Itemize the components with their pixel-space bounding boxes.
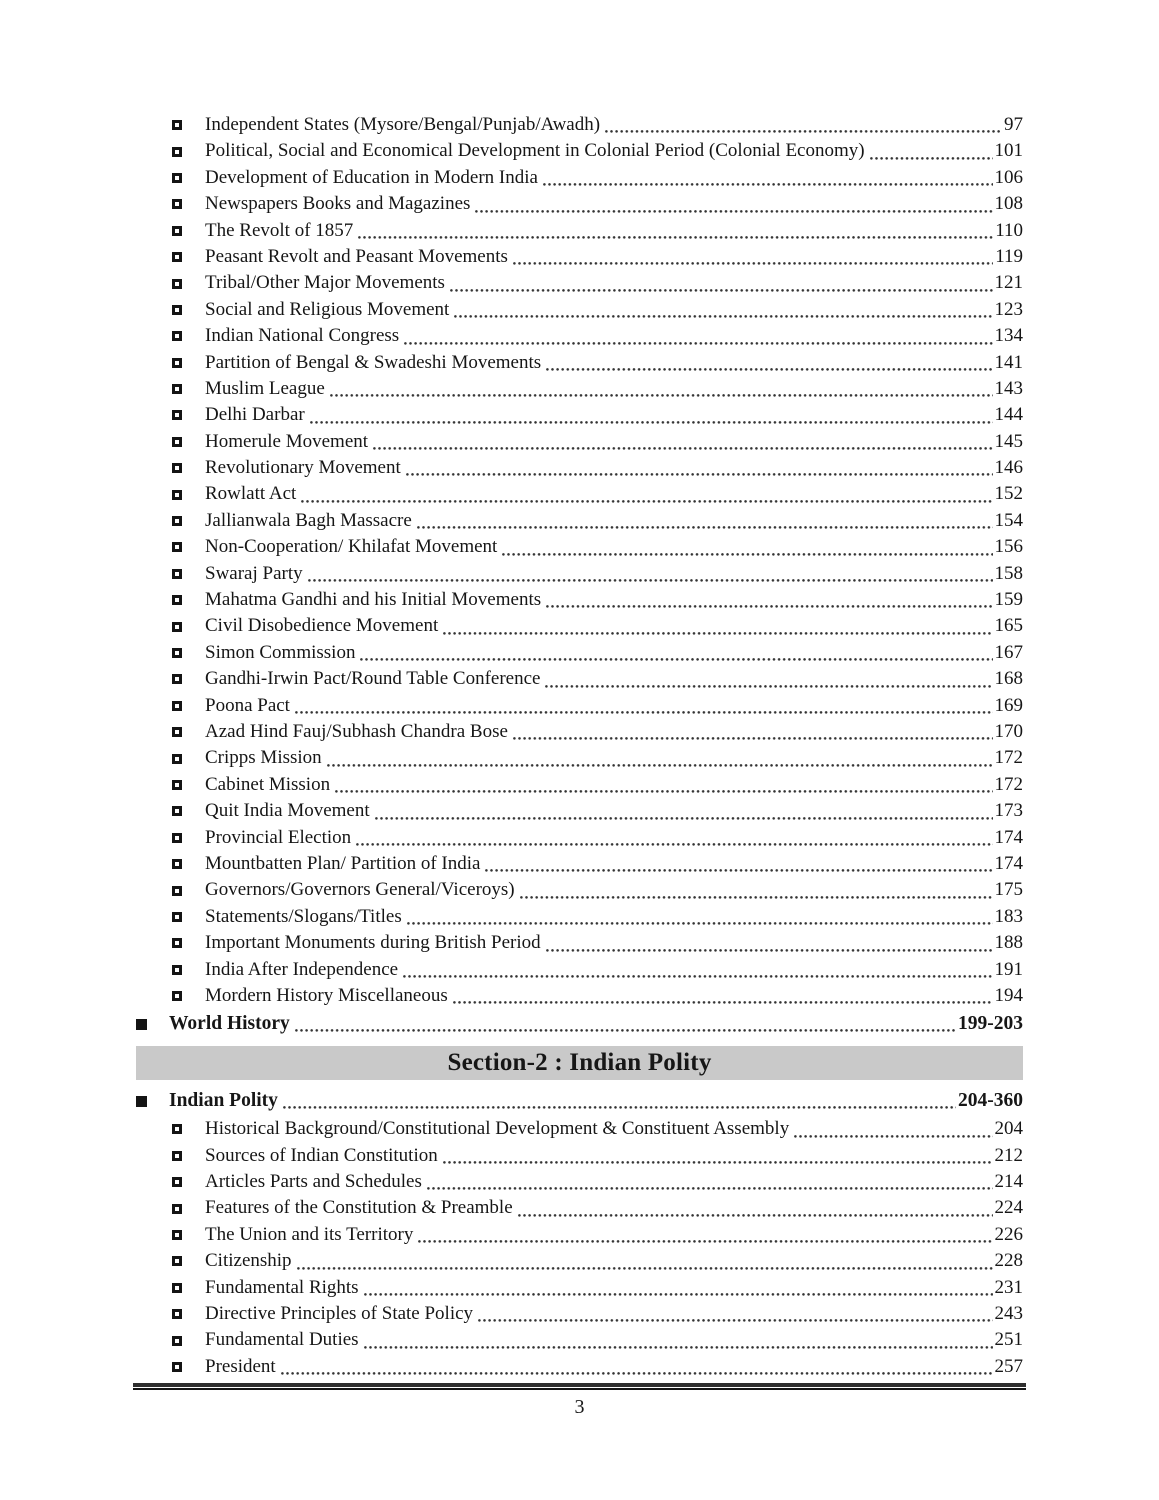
dotted-leader — [404, 323, 992, 349]
toc-entry-label: Directive Principles of State Policy — [205, 1303, 474, 1325]
toc-entry-page: 214 — [994, 1171, 1023, 1193]
hollow-square-bullet-icon — [172, 991, 182, 1001]
toc-entry-page: 231 — [994, 1276, 1023, 1298]
polity-item-list — [136, 1116, 1023, 1380]
toc-entry — [136, 561, 1023, 587]
dotted-leader — [520, 877, 993, 903]
dotted-leader — [407, 904, 993, 930]
toc-entry-label: Partition of Bengal & Swadeshi Movements — [205, 351, 542, 373]
toc-entry — [136, 218, 1023, 244]
toc-entry — [136, 165, 1023, 191]
dotted-leader — [281, 1354, 993, 1380]
dotted-leader — [356, 825, 992, 851]
hollow-square-bullet-icon — [172, 305, 182, 315]
dotted-leader — [443, 613, 992, 639]
dotted-leader — [358, 218, 993, 244]
toc-entry-label: Delhi Darbar — [205, 404, 305, 426]
toc-entry-label: Newspapers Books and Magazines — [205, 193, 471, 215]
hollow-square-bullet-icon — [172, 754, 182, 764]
dotted-leader — [543, 165, 993, 191]
toc-entry — [136, 587, 1023, 613]
dotted-leader — [301, 481, 992, 507]
hollow-square-bullet-icon — [172, 358, 182, 368]
toc-entry-label: Mahatma Gandhi and his Initial Movements — [205, 589, 542, 611]
toc-entry — [136, 1116, 1023, 1142]
toc-entry-label: Revolutionary Movement — [205, 457, 401, 479]
hollow-square-bullet-icon — [172, 1283, 182, 1293]
toc-main-pages: 199-203 — [958, 1013, 1023, 1035]
toc-entry-label: Independent States (Mysore/Bengal/Punjab/Awadh) — [205, 114, 601, 135]
toc-entry — [136, 930, 1023, 956]
toc-entry — [136, 350, 1023, 376]
hollow-square-bullet-icon — [172, 1336, 182, 1346]
toc-entry — [136, 1222, 1023, 1248]
dotted-leader — [375, 798, 993, 824]
toc-entry-page: 183 — [994, 905, 1023, 927]
hollow-square-bullet-icon — [172, 859, 182, 869]
toc-entry-page: 108 — [994, 193, 1023, 215]
toc-entry-page: 106 — [994, 166, 1023, 188]
dotted-leader — [418, 1222, 992, 1248]
toc-entry-label: The Revolt of 1857 — [205, 219, 354, 241]
dotted-leader — [360, 640, 992, 666]
toc-entry — [136, 904, 1023, 930]
toc-entry-label: Azad Hind Fauj/Subhash Chandra Bose — [205, 720, 508, 742]
hollow-square-bullet-icon — [172, 595, 182, 605]
dotted-leader — [502, 534, 992, 560]
toc-entry-label: Jallianwala Bagh Massacre — [205, 509, 412, 531]
hollow-square-bullet-icon — [172, 463, 182, 473]
dotted-leader — [545, 666, 992, 692]
toc-entry-label: Fundamental Duties — [205, 1329, 359, 1351]
toc-entry — [136, 1354, 1023, 1380]
dotted-leader — [283, 1086, 956, 1116]
toc-entry-label: Governors/Governors General/Viceroys) — [205, 879, 515, 901]
toc-entry-label: Articles Parts and Schedules — [205, 1171, 422, 1193]
toc-entry-page: 174 — [994, 826, 1023, 848]
toc-entry-page: 158 — [994, 562, 1023, 584]
hollow-square-bullet-icon — [172, 622, 182, 632]
toc-entry-page: 243 — [994, 1303, 1023, 1325]
hollow-square-bullet-icon — [172, 938, 182, 948]
toc-entry-label: Statements/Slogans/Titles — [205, 905, 402, 927]
dotted-leader — [453, 983, 993, 1009]
toc-main-pages: 204-360 — [958, 1090, 1023, 1112]
toc-entry-page: 175 — [994, 879, 1023, 901]
toc-entry — [136, 323, 1023, 349]
footer-rule — [133, 1383, 1026, 1390]
toc-entry-label: Gandhi-Irwin Pact/Round Table Conference — [205, 668, 541, 690]
toc-entry-label: Social and Religious Movement — [205, 298, 450, 320]
toc-entry-label: Indian National Congress — [205, 325, 400, 347]
toc-entry — [136, 429, 1023, 455]
toc-entry — [136, 1195, 1023, 1221]
toc-entry-page: 257 — [994, 1355, 1023, 1377]
toc-entry-label: Simon Commission — [205, 641, 356, 663]
toc-entry — [136, 1248, 1023, 1274]
toc-entry-label: Poona Pact — [205, 694, 290, 716]
hollow-square-bullet-icon — [172, 806, 182, 816]
hollow-square-bullet-icon — [172, 1177, 182, 1187]
toc-entry-page: 152 — [994, 483, 1023, 505]
hollow-square-bullet-icon — [172, 569, 182, 579]
toc-entry-page: 172 — [994, 773, 1023, 795]
section-banner-title: Section-2 : Indian Polity — [447, 1049, 712, 1077]
toc-entry-page: 145 — [994, 430, 1023, 452]
hollow-square-bullet-icon — [172, 542, 182, 552]
dotted-leader — [513, 244, 993, 270]
toc-entry — [136, 640, 1023, 666]
toc-entry-label: President — [205, 1355, 276, 1377]
dotted-leader — [403, 957, 992, 983]
filled-square-bullet-icon — [136, 1096, 147, 1107]
toc-entry — [136, 1169, 1023, 1195]
dotted-leader — [327, 745, 993, 771]
toc-entry — [136, 851, 1023, 877]
dotted-leader — [794, 1116, 992, 1142]
toc-entry-page: 144 — [994, 404, 1023, 426]
toc-entry-page: 228 — [994, 1250, 1023, 1272]
hollow-square-bullet-icon — [172, 331, 182, 341]
dotted-leader — [454, 297, 992, 323]
hollow-square-bullet-icon — [172, 490, 182, 500]
section-banner — [136, 1046, 1023, 1080]
toc-entry — [136, 376, 1023, 402]
history-item-list — [136, 112, 1023, 1009]
page-number: 3 — [574, 1396, 585, 1418]
dotted-leader — [364, 1275, 993, 1301]
dotted-leader — [443, 1143, 993, 1169]
toc-entry-page: 121 — [994, 272, 1023, 294]
toc-entry — [136, 112, 1023, 138]
toc-entry — [136, 772, 1023, 798]
toc-entry-page: 101 — [994, 140, 1023, 162]
hollow-square-bullet-icon — [172, 780, 182, 790]
page-footer — [133, 1383, 1026, 1419]
toc-entry — [136, 825, 1023, 851]
dotted-leader — [478, 1301, 992, 1327]
toc-entry — [136, 297, 1023, 323]
hollow-square-bullet-icon — [172, 384, 182, 394]
toc-entry-label: Cripps Mission — [205, 747, 322, 769]
toc-entry-label: Historical Background/Constitutional Development & Constituent Assembly — [205, 1118, 790, 1140]
toc-entry-label: Homerule Movement — [205, 430, 369, 452]
toc-main-label: Indian Polity — [169, 1090, 278, 1112]
toc-entry — [136, 613, 1023, 639]
toc-entry — [136, 1301, 1023, 1327]
toc-entry-label: Rowlatt Act — [205, 483, 297, 505]
toc-entry-page: 172 — [994, 747, 1023, 769]
dotted-leader — [427, 1169, 993, 1195]
dotted-leader — [330, 376, 993, 402]
toc-entry-page: 194 — [994, 984, 1023, 1006]
toc-entry — [136, 666, 1023, 692]
hollow-square-bullet-icon — [172, 173, 182, 183]
hollow-square-bullet-icon — [172, 410, 182, 420]
dotted-leader — [310, 402, 993, 428]
hollow-square-bullet-icon — [172, 1151, 182, 1161]
toc-entry-page: 173 — [994, 800, 1023, 822]
hollow-square-bullet-icon — [172, 965, 182, 975]
hollow-square-bullet-icon — [172, 226, 182, 236]
toc-entry — [136, 745, 1023, 771]
toc-entry — [136, 719, 1023, 745]
hollow-square-bullet-icon — [172, 1124, 182, 1134]
toc-entry-indian-polity — [136, 1086, 1023, 1116]
toc-entry-label: Features of the Constitution & Preamble — [205, 1197, 513, 1219]
hollow-square-bullet-icon — [172, 1309, 182, 1319]
toc-entry-label: Muslim League — [205, 377, 325, 399]
toc-entry-page: 204 — [994, 1118, 1023, 1140]
toc-entry-label: The Union and its Territory — [205, 1223, 414, 1245]
toc-entry — [136, 957, 1023, 983]
toc-entry-page: 141 — [994, 351, 1023, 373]
toc-entry-label: Swaraj Party — [205, 562, 303, 584]
toc-entry-label: Civil Disobedience Movement — [205, 615, 439, 637]
hollow-square-bullet-icon — [172, 912, 182, 922]
toc-entry — [136, 508, 1023, 534]
toc-entry — [136, 877, 1023, 903]
hollow-square-bullet-icon — [172, 147, 182, 157]
hollow-square-bullet-icon — [172, 199, 182, 209]
dotted-leader — [308, 561, 993, 587]
toc-entry-page: 146 — [994, 457, 1023, 479]
toc-entry — [136, 270, 1023, 296]
dotted-leader — [513, 719, 993, 745]
toc-entry-page: 212 — [994, 1144, 1023, 1166]
toc-entry-label: India After Independence — [205, 958, 399, 980]
toc-entry-page: 143 — [994, 377, 1023, 399]
hollow-square-bullet-icon — [172, 279, 182, 289]
toc-entry-page: 167 — [994, 641, 1023, 663]
hollow-square-bullet-icon — [172, 648, 182, 658]
hollow-square-bullet-icon — [172, 1204, 182, 1214]
dotted-leader — [406, 455, 993, 481]
toc-entry-label: Non-Cooperation/ Khilafat Movement — [205, 536, 498, 558]
filled-square-bullet-icon — [136, 1019, 147, 1030]
toc-entry-page: 226 — [994, 1223, 1023, 1245]
hollow-square-bullet-icon — [172, 1362, 182, 1372]
toc-entry-page: 224 — [994, 1197, 1023, 1219]
toc-entry-page: 154 — [994, 509, 1023, 531]
toc-entry-label: Mordern History Miscellaneous — [205, 984, 448, 1006]
toc-entry-label: Citizenship — [205, 1250, 292, 1272]
hollow-square-bullet-icon — [172, 727, 182, 737]
toc-entry-page: 156 — [994, 536, 1023, 558]
dotted-leader — [605, 112, 1002, 138]
toc-entry-page: 159 — [994, 589, 1023, 611]
toc-entry — [136, 191, 1023, 217]
toc-entry-page: 174 — [994, 852, 1023, 874]
toc-entry — [136, 983, 1023, 1009]
toc-entry — [136, 1275, 1023, 1301]
toc-entry-page: 165 — [994, 615, 1023, 637]
toc-entry — [136, 798, 1023, 824]
hollow-square-bullet-icon — [172, 437, 182, 447]
hollow-square-bullet-icon — [172, 516, 182, 526]
toc-entry-page: 110 — [995, 219, 1023, 241]
hollow-square-bullet-icon — [172, 1230, 182, 1240]
toc-entry-label: Mountbatten Plan/ Partition of India — [205, 852, 481, 874]
toc-entry-label: Political, Social and Economical Development in Colonial Period (Colonial Economy) — [205, 140, 865, 162]
toc-entry — [136, 455, 1023, 481]
hollow-square-bullet-icon — [172, 1256, 182, 1266]
dotted-leader — [870, 138, 993, 164]
dotted-leader — [295, 693, 993, 719]
hollow-square-bullet-icon — [172, 674, 182, 684]
toc-entry-label: Tribal/Other Major Movements — [205, 272, 445, 294]
toc-entry-page: 168 — [994, 668, 1023, 690]
toc-entry-label: Important Monuments during British Period — [205, 932, 541, 954]
toc-entry-label: Development of Education in Modern India — [205, 166, 538, 188]
hollow-square-bullet-icon — [172, 701, 182, 711]
dotted-leader — [373, 429, 992, 455]
toc-entry-label: Cabinet Mission — [205, 773, 331, 795]
hollow-square-bullet-icon — [172, 120, 182, 130]
dotted-leader — [518, 1195, 993, 1221]
toc-entry — [136, 481, 1023, 507]
toc-entry — [136, 693, 1023, 719]
toc-entry-label: Quit India Movement — [205, 800, 370, 822]
hollow-square-bullet-icon — [172, 252, 182, 262]
toc-entry — [136, 1327, 1023, 1353]
dotted-leader — [335, 772, 992, 798]
hollow-square-bullet-icon — [172, 886, 182, 896]
toc-entry — [136, 534, 1023, 560]
toc-entry — [136, 1143, 1023, 1169]
toc-entry-label: Peasant Revolt and Peasant Movements — [205, 245, 508, 267]
toc-entry-page: 134 — [994, 325, 1023, 347]
toc-entry — [136, 244, 1023, 270]
dotted-leader — [546, 930, 993, 956]
toc-main-label: World History — [169, 1013, 290, 1035]
toc-entry — [136, 138, 1023, 164]
toc-entry-page: 97 — [1004, 114, 1023, 135]
dotted-leader — [450, 270, 993, 296]
dotted-leader — [295, 1009, 956, 1039]
toc-entry-page: 123 — [994, 298, 1023, 320]
toc-entry-page: 119 — [995, 245, 1023, 267]
dotted-leader — [546, 587, 992, 613]
toc-entry-page: 170 — [994, 720, 1023, 742]
dotted-leader — [546, 350, 992, 376]
toc-entry-page: 251 — [994, 1329, 1023, 1351]
toc-entry-page: 188 — [994, 932, 1023, 954]
dotted-leader — [297, 1248, 993, 1274]
toc-entry-world-history — [136, 1009, 1023, 1039]
toc-entry-label: Fundamental Rights — [205, 1276, 359, 1298]
toc-entry-page: 191 — [994, 958, 1023, 980]
dotted-leader — [475, 191, 992, 217]
dotted-leader — [364, 1327, 993, 1353]
toc-entry-page: 169 — [994, 694, 1023, 716]
toc-entry-label: Sources of Indian Constitution — [205, 1144, 438, 1166]
hollow-square-bullet-icon — [172, 833, 182, 843]
dotted-leader — [417, 508, 993, 534]
dotted-leader — [485, 851, 992, 877]
toc-entry-label: Provincial Election — [205, 826, 352, 848]
toc-entry — [136, 402, 1023, 428]
